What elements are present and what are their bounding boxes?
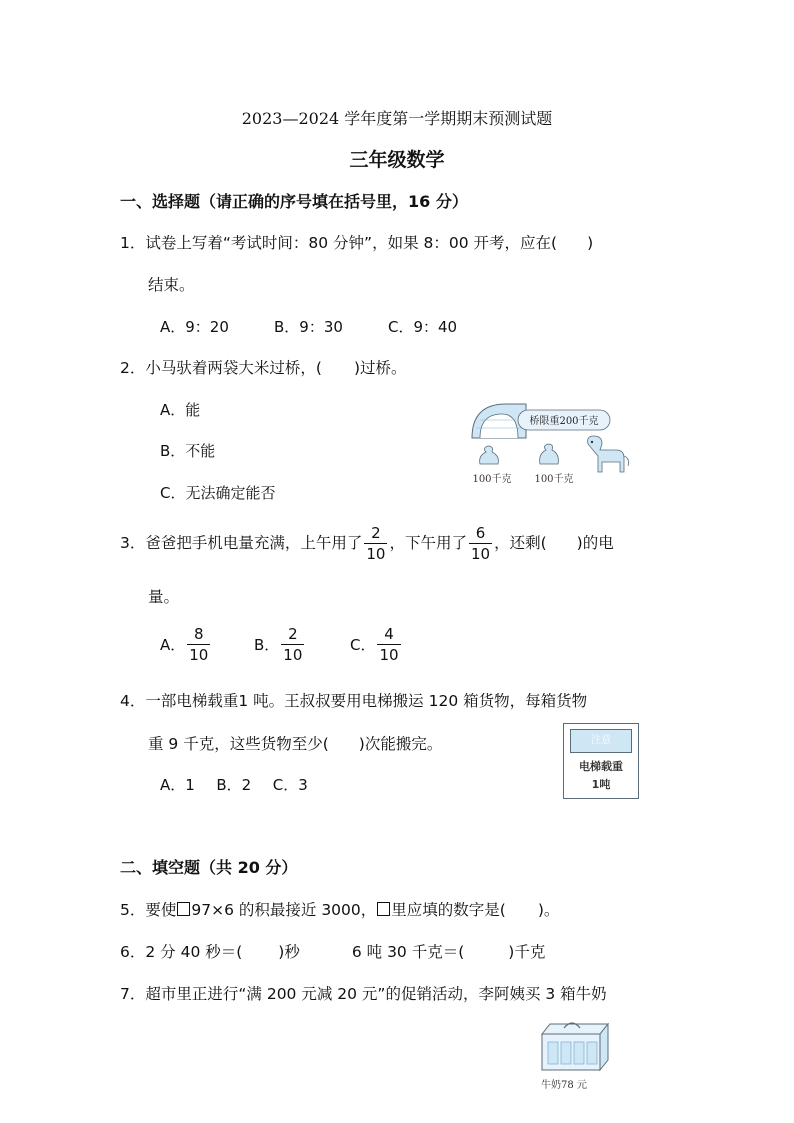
q3-option-c[interactable]: C． $\frac{4}{10}$	[350, 625, 399, 664]
q4-options	[160, 774, 308, 795]
q4-option-b[interactable]: B．2	[216, 776, 252, 794]
question-text: 试卷上写着“考试时间：80 分钟”，如果 8：00 开考，应在(	[145, 234, 558, 252]
blank-square-icon[interactable]	[177, 902, 190, 916]
question-number: 6．	[120, 943, 146, 961]
sign-line1: 电梯载重	[579, 760, 623, 773]
rice-bag-icon	[480, 446, 499, 464]
sign-text: 桥限重200千克	[529, 416, 599, 427]
milk-price-caption: 牛奶78 元	[541, 1080, 587, 1091]
pony-icon	[588, 436, 629, 472]
question-6: 6．2 分 40 秒＝( )秒 6 吨 30 千克＝( )千克	[120, 943, 546, 961]
fraction-6-10: $\frac{6}{10}$	[471, 524, 491, 563]
q2-option-b[interactable]: B．不能	[160, 442, 216, 460]
fraction-2-10: $\frac{2}{10}$	[366, 524, 386, 563]
q2-option-a[interactable]: A．能	[160, 401, 201, 419]
question-number: 1．	[120, 234, 146, 252]
q4-option-a[interactable]: A．1	[160, 776, 195, 794]
weight-limit-sign	[518, 410, 610, 430]
q1-option-c[interactable]: C．9：40	[388, 318, 458, 336]
q3-option-b[interactable]: B． $\frac{2}{10}$	[254, 625, 303, 664]
question-3-line2: 量。	[148, 588, 180, 606]
question-4-line2: 重 9 千克，这些货物至少( )次能搬完。	[148, 735, 443, 753]
question-number: 2．	[120, 359, 146, 377]
rice-bag-icon	[540, 444, 559, 464]
bridge-figure	[466, 398, 636, 490]
q2-option-c[interactable]: C．无法确定能否	[160, 484, 276, 502]
question-number: 5．	[120, 901, 146, 919]
question-number: 7．	[120, 985, 146, 1003]
exam-title: 2023—2024 学年度第一学期期末预测试题	[241, 109, 553, 128]
sign-line2: 1吨	[591, 778, 611, 791]
question-1: 1．试卷上写着“考试时间：80 分钟”，如果 8：00 开考，应在( )	[120, 234, 594, 252]
q3-option-a[interactable]: A． $\frac{8}{10}$	[160, 625, 209, 664]
question-4: 4．一部电梯载重1 吨。王叔叔要用电梯搬运 120 箱货物，每箱货物	[120, 692, 588, 710]
exam-subtitle: 三年级数学	[349, 149, 445, 171]
q1-option-a[interactable]: A．9：20	[160, 318, 229, 336]
question-7: 7．超市里正进行“满 200 元减 20 元”的促销活动，李阿姨买 3 箱牛奶	[120, 985, 607, 1003]
section-heading-fill: 二、填空题（共 20 分）	[120, 858, 298, 877]
elevator-sign	[563, 723, 639, 799]
section-heading-choice: 一、选择题（请正确的序号填在括号里，16 分）	[120, 192, 468, 211]
bag2-label: 100千克	[534, 474, 574, 485]
blank-square-icon	[377, 902, 390, 916]
milk-box-icon	[536, 1016, 616, 1076]
bag1-label: 100千克	[472, 474, 512, 485]
question-number: 4．	[120, 692, 146, 710]
q4-option-c[interactable]: C．3	[272, 776, 308, 794]
question-1-line2: 结束。	[148, 276, 195, 294]
q1-option-b[interactable]: B．9：30	[274, 318, 343, 336]
question-number: 3．	[120, 534, 146, 552]
question-3: 3．爸爸把手机电量充满，上午用了 $\frac{2}{10}$ ，下午用了 $\frac{6}{10}$ ，还剩( )的电	[120, 524, 614, 563]
question-2: 2．小马驮着两袋大米过桥，( )过桥。	[120, 359, 407, 377]
question-5: 5．要使 97×6 的积最接近 3000， 里应填的数字是( )。	[120, 901, 560, 919]
sign-header: 注意	[570, 729, 632, 753]
